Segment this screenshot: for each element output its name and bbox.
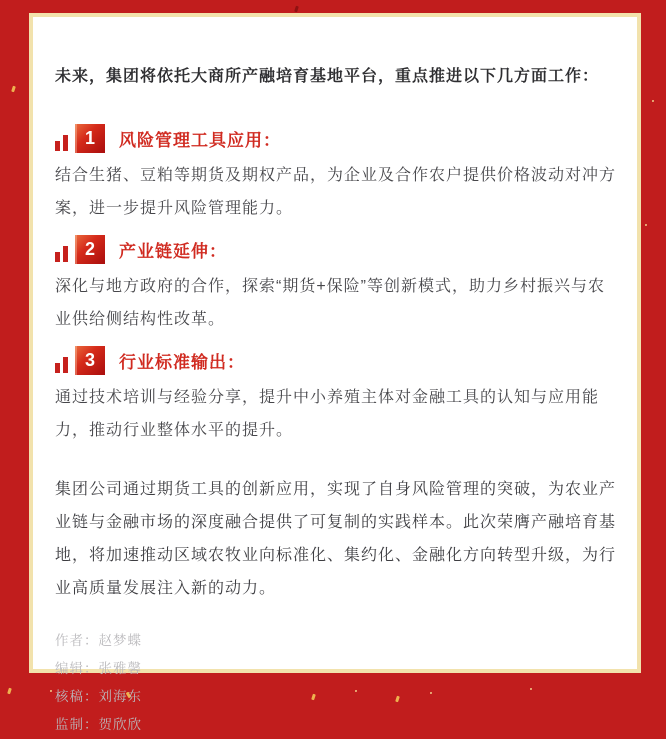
- bar-chart-icon: [55, 357, 68, 373]
- section-body: 深化与地方政府的合作，探索“期货+保险”等创新模式，助力乡村振兴与农业供给侧结构性改革。: [55, 278, 606, 329]
- section-title: 行业标准输出：: [119, 353, 245, 373]
- section-1: [55, 124, 621, 225]
- bar-chart-icon: [55, 135, 68, 151]
- closing-paragraph: 集团公司通过期货工具的创新应用，实现了自身风险管理的突破，为农业产业链与金融市场的深度融合提供了可复制的实践样本。此次荣膺产融培育基地，将加速推动区域农牧业向标准化、集约化、金融化方向转型升级，为行业高质量发展注入新的动力。: [55, 481, 617, 598]
- gold-speck: [50, 690, 53, 693]
- credit-editor: 编辑：张雅馨: [55, 661, 142, 677]
- section-number-badge: 3: [75, 346, 105, 375]
- gold-speck: [7, 688, 12, 695]
- content-card: [29, 13, 641, 733]
- section-3: [55, 346, 621, 447]
- section-3-heading: [55, 346, 621, 375]
- section-body: 结合生猪、豆粕等期货及期权产品，为企业及合作农户提供价格波动对冲方案，进一步提升风险管理能力。: [55, 167, 617, 218]
- credit-supervisor: 监制：贺欣欣: [55, 717, 142, 733]
- section-number-badge: 1: [75, 124, 105, 153]
- section-title: 风险管理工具应用：: [119, 131, 281, 151]
- intro-paragraph: 未来，集团将依托大商所产融培育基地平台，重点推进以下几方面工作：: [55, 68, 600, 85]
- gold-speck: [645, 224, 648, 227]
- credit-author: 作者：赵梦蝶: [55, 633, 142, 649]
- section-number-badge: 2: [75, 235, 105, 264]
- credits-block: [55, 627, 621, 739]
- section-1-heading: [55, 124, 621, 153]
- credit-reviewer: 核稿：刘海东: [55, 689, 142, 705]
- red-tick: [294, 6, 299, 13]
- bar-chart-icon: [55, 246, 68, 262]
- section-title: 产业链延伸：: [119, 242, 227, 262]
- section-2: [55, 235, 621, 336]
- gold-speck: [652, 100, 655, 103]
- section-2-heading: [55, 235, 621, 264]
- gold-speck: [11, 86, 16, 93]
- section-body: 通过技术培训与经验分享，提升中小养殖主体对金融工具的认知与应用能力，推动行业整体水平的提升。: [55, 389, 600, 440]
